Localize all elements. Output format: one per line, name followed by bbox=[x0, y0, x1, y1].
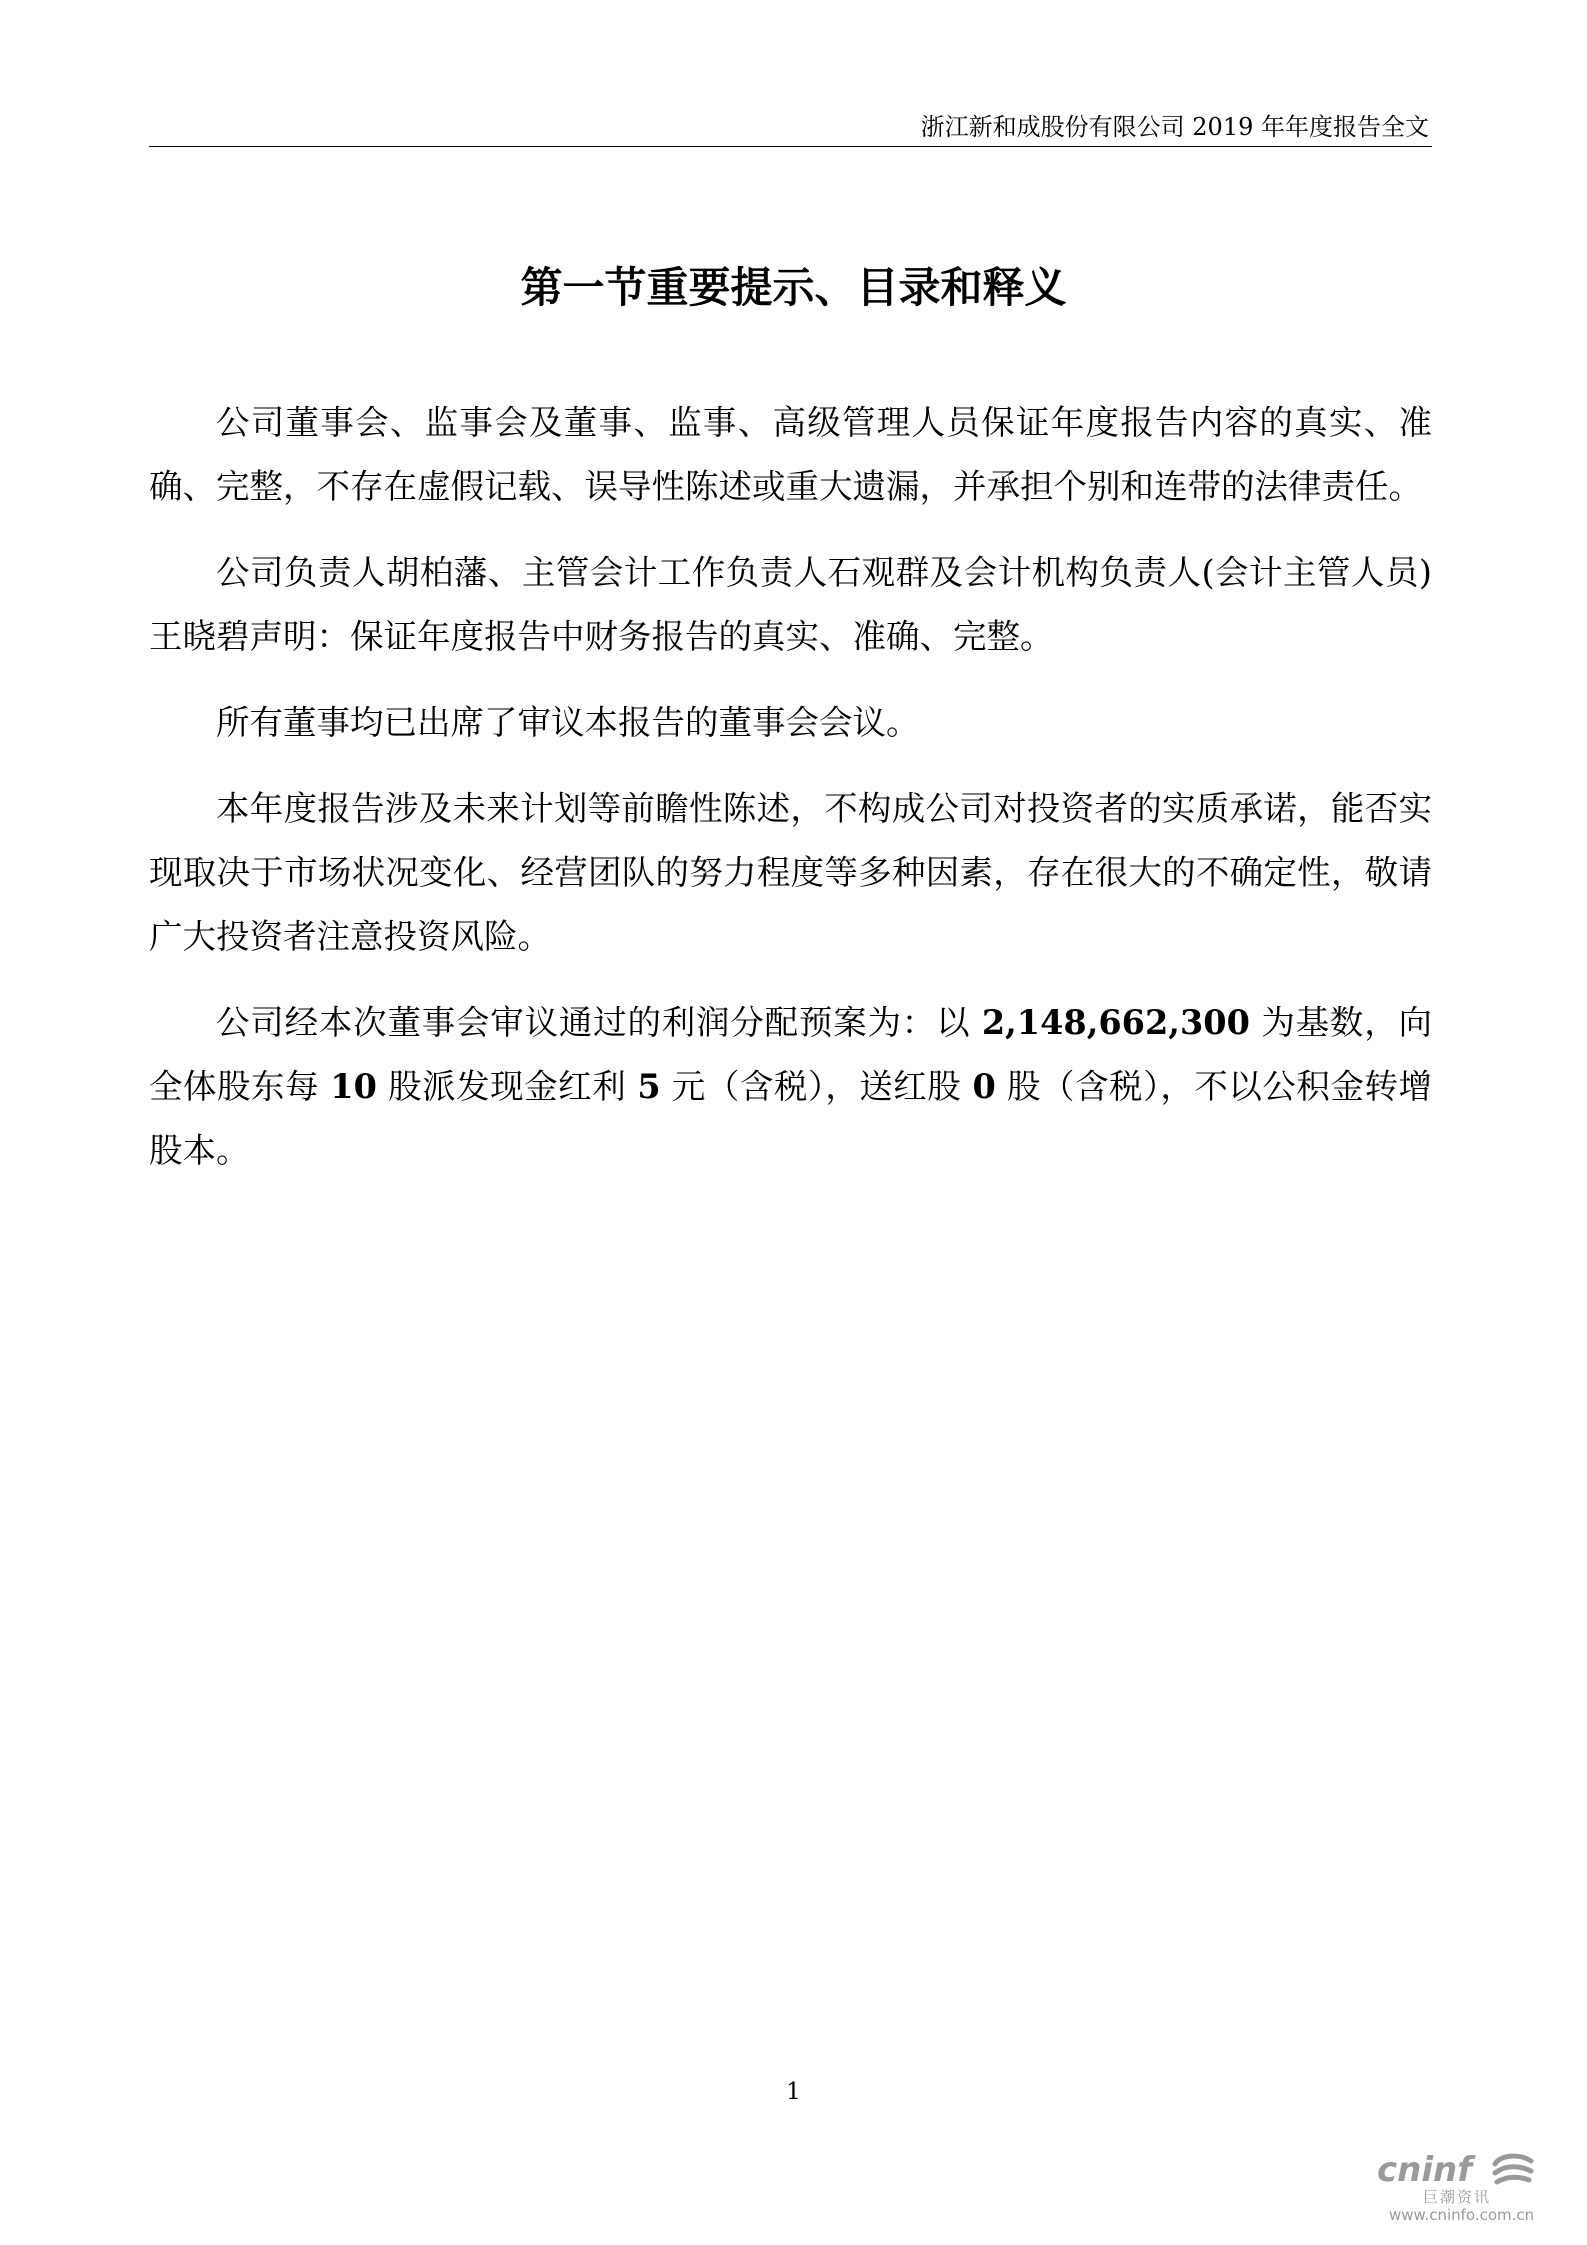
watermark-subtitle: 巨潮资讯 bbox=[1423, 2188, 1492, 2206]
dividend-per-shares: 10 bbox=[330, 1067, 377, 1106]
dividend-text: 为基数，向全体股东每 bbox=[149, 1003, 1433, 1106]
paragraph-directors-attendance: 所有董事均已出席了审议本报告的董事会会议。 bbox=[216, 703, 920, 742]
paragraph-responsible-persons: 公司负责人胡柏藩、主管会计工作负责人石观群及会计机构负责人(会计主管人员)王晓碧声明：保证年度报告中财务报告的真实、准确、完整。 bbox=[149, 553, 1432, 656]
header-divider bbox=[149, 146, 1432, 147]
cninfo-swirl-icon bbox=[1491, 2152, 1535, 2186]
document-body bbox=[149, 391, 1432, 1205]
page-number: 1 bbox=[786, 2079, 801, 2105]
cninfo-watermark bbox=[1377, 2150, 1547, 2225]
section-title: 第一节重要提示、目录和释义 bbox=[520, 263, 1067, 312]
dividend-text: 元（含税），送红股 bbox=[671, 1067, 962, 1106]
dividend-bonus-shares: 0 bbox=[972, 1067, 996, 1106]
dividend-text: 股（含税），不以公积金转增股本。 bbox=[149, 1067, 1432, 1170]
paragraph-board-guarantee: 公司董事会、监事会及董事、监事、高级管理人员保证年度报告内容的真实、准确、完整，不存在虚假记载、误导性陈述或重大遗漏，并承担个别和连带的法律责任。 bbox=[149, 403, 1432, 506]
running-header: 浙江新和成股份有限公司 2019 年年度报告全文 bbox=[920, 113, 1429, 141]
paragraph-dividend-plan bbox=[149, 991, 1432, 1183]
paragraph-forward-looking: 本年度报告涉及未来计划等前瞻性陈述，不构成公司对投资者的实质承诺，能否实现取决于市场状况变化、经营团队的努力程度等多种因素，存在很大的不确定性，敬请广大投资者注意投资风险。 bbox=[149, 789, 1432, 956]
watermark-url: www.cninfo.com.cn bbox=[1389, 2206, 1535, 2224]
dividend-text: 公司经本次董事会审议通过的利润分配预案为：以 bbox=[216, 1003, 971, 1042]
dividend-cash-amount: 5 bbox=[637, 1067, 661, 1106]
watermark-brand: cninf bbox=[1377, 2150, 1473, 2190]
dividend-text: 股派发现金红利 bbox=[388, 1067, 627, 1106]
dividend-share-base: 2,148,662,300 bbox=[981, 1003, 1250, 1042]
